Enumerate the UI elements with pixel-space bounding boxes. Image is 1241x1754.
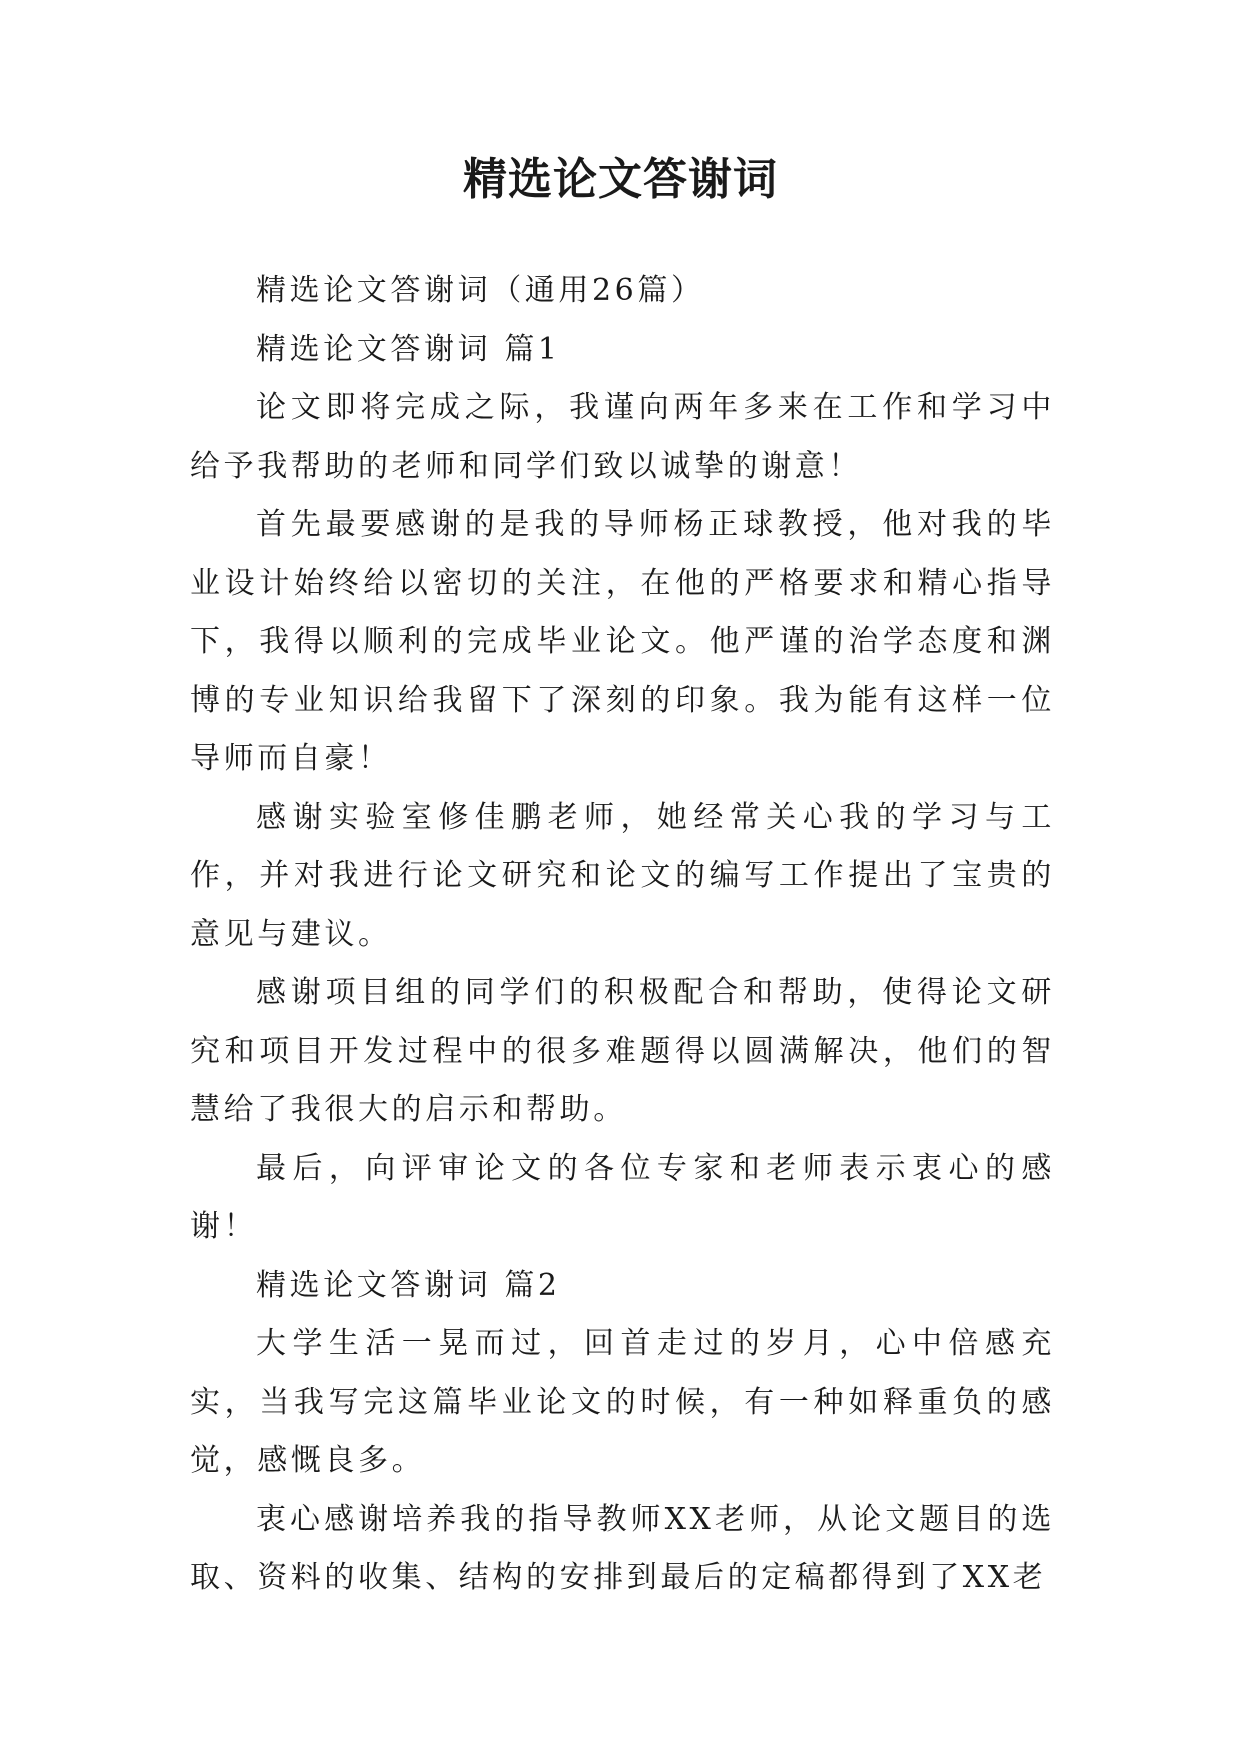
document-title: 精选论文答谢词 xyxy=(463,154,778,205)
section-heading-1: 精选论文答谢词 篇1 xyxy=(256,331,561,367)
section-heading-2: 精选论文答谢词 篇2 xyxy=(256,1267,561,1303)
paragraph: 最后，向评审论文的各位专家和老师表示衷心的感谢！ xyxy=(190,1150,1055,1244)
paragraph: 论文即将完成之际，我谨向两年多来在工作和学习中给予我帮助的老师和同学们致以诚挚的谢意！ xyxy=(190,390,1055,484)
paragraph: 首先最要感谢的是我的导师杨正球教授，他对我的毕业设计始终给以密切的关注，在他的严格要求和精心指导下，我得以顺利的完成毕业论文。他严谨的治学态度和渊博的专业知识给我留下了深刻的印象。我为能有这样一位导师而自豪！ xyxy=(190,507,1055,776)
paragraph: 感谢项目组的同学们的积极配合和帮助，使得论文研究和项目开发过程中的很多难题得以圆满解决，他们的智慧给了我很大的启示和帮助。 xyxy=(190,975,1055,1127)
paragraph: 大学生活一晃而过，回首走过的岁月，心中倍感充实，当我写完这篇毕业论文的时候，有一种如释重负的感觉，感慨良多。 xyxy=(190,1326,1055,1478)
paragraph: 衷心感谢培养我的指导教师XX老师，从论文题目的选取、资料的收集、结构的安排到最后的定稿都得到了XX老 xyxy=(190,1501,1055,1595)
document-body xyxy=(190,262,1055,1608)
paragraph: 感谢实验室修佳鹏老师，她经常关心我的学习与工作，并对我进行论文研究和论文的编写工作提出了宝贵的意见与建议。 xyxy=(190,799,1055,952)
paragraph-subtitle: 精选论文答谢词（通用26篇） xyxy=(256,273,705,308)
